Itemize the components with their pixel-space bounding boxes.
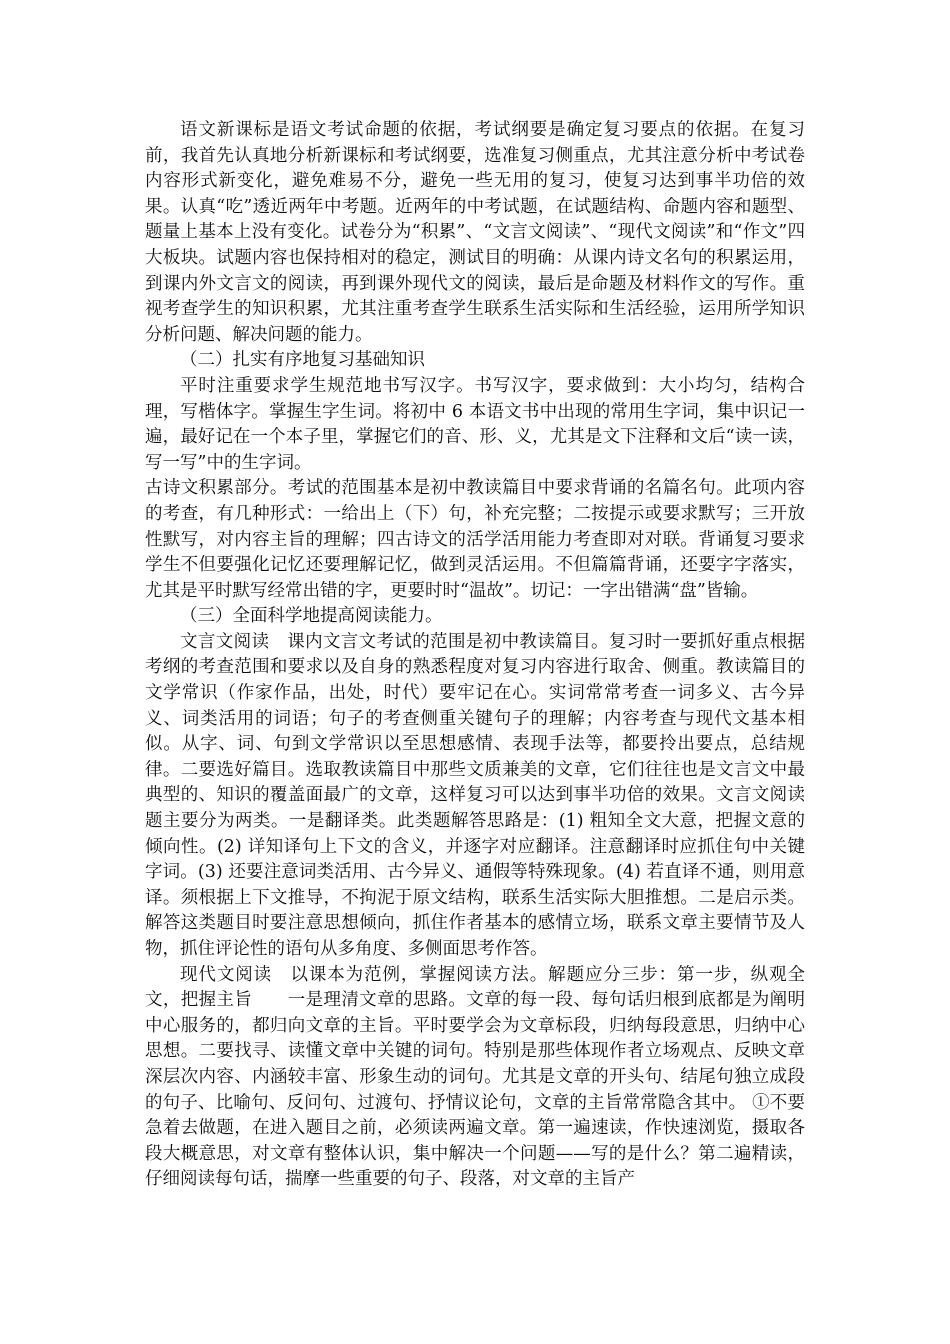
document-page xyxy=(145,118,805,1193)
section-heading-basic-knowledge: （二）扎实有序地复习基础知识 xyxy=(180,350,425,371)
section-heading-reading-ability: （三）全面科学地提高阅读能力。 xyxy=(180,606,443,627)
paragraph-syllabus-analysis: 语文新课标是语文考试命题的依据，考试纲要是确定复习要点的依据。在复习前，我首先认真地分析新课标和考试纲要，选准复习侧重点，尤其注意分析中考试卷内容形式新变化，避免难易不分，避免一些无用的复习，使复习达到事半功倍的效果。认真“吃”透近两年中考题。近两年的中考试题，在试题结构、命题内容和题型、题量上基本上没有变化。试卷分为“积累”、“文言文阅读”、“现代文阅读”和“作文”四大板块。试题内容也保持相对的稳定，测试目的明确：从课内诗文名句的积累运用，到课内外文言文的阅读，再到课外现代文的阅读，最后是命题及材料作文的写作。重视考查学生的知识积累，尤其注重考查学生联系生活实际和生活经验，运用所学知识分析问题、解决问题的能力。 xyxy=(145,120,805,345)
paragraph-modern-reading: 现代文阅读 以课本为范例，掌握阅读方法。解题应分三步：第一步，纵观全文，把握主旨 一是理清文章的思路。文章的每一段、每句话归根到底都是为阐明中心服务的，都归向文章的主旨。平时要学会为文章标段，归纳每段意思，归纳中心思想。二要找寻、读懂文章中关键的词句。特别是那些体现作者立场观点、反映文章深层次内容、内涵较丰富、形象生动的词句。尤其是文章的开头句、结尾句独立成段的句子、比喻句、反问句、过渡句、抒情议论句，文章的主旨常常隐含其中。 ①不要急着去做题，在进入题目之前，必须读两遍文章。第一遍速读，作快速浏览，摄取各段大概意思，对文章有整体认识，集中解决一个问题——写的是什么？第二遍精读，仔细阅读每句话，揣摩一些重要的句子、段落，对文章的主旨产 xyxy=(145,964,805,1190)
paragraph-writing-characters: 平时注重要求学生规范地书写汉字。书写汉字，要求做到：大小均匀，结构合理，写楷体字。掌握生字生词。将初中 6 本语文书中出现的常用生字词，集中识记一遍，最好记在一个本子里，掌握它们的音、形、义，尤其是文下注释和文后“读一读，写一写”中的生字词。 xyxy=(145,375,805,473)
paragraph-classical-reading: 文言文阅读 课内文言文考试的范围是初中教读篇目。复习时一要抓好重点根据考纲的考查范围和要求以及自身的熟悉程度对复习内容进行取舍、侧重。教读篇目的文学常识（作家作品，出处，时代）要牢记在心。实词常常考查一词多义、古今异义、词类活用的词语；句子的考查侧重关键句子的理解；内容考查与现代文基本相似。从字、词、句到文学常识以至思想感情、表现手法等，都要拎出要点，总结规律。二要选好篇目。选取教读篇目中那些文质兼美的文章，它们往往也是文言文中最典型的、知识的覆盖面最广的文章，这样复习可以达到事半功倍的效果。文言文阅读题主要分为两类。一是翻译类。此类题解答思路是：(1) 粗知全文大意，把握文意的倾向性。(2) 详知译句上下文的含义，并逐字对应翻译。注意翻译时应抓住句中关键字词。(3) 还要注意词类活用、古今异义、通假等特殊现象。(4) 若直译不通，则用意译。须根据上下文推导，不拘泥于原文结构，联系生活实际大胆推想。二是启示类。解答这类题目时要注意思想倾向，抓住作者基本的感情立场，联系文章主要情节及人物，抓住评论性的语句从多角度、多侧面思考作答。 xyxy=(145,631,805,959)
paragraph-classical-poetry: 古诗文积累部分。考试的范围基本是初中教读篇目中要求背诵的名篇名句。此项内容的考查，有几种形式：一给出上（下）句，补充完整；二按提示或要求默写；三开放性默写，对内容主旨的理解；四古诗文的活学活用能力考查即对对联。背诵复习要求学生不但要强化记忆还要理解记忆，做到灵活运用。不但篇篇背诵，还要字字落实，尤其是平时默写经常出错的字，更要时时“温故”。切记：一字出错满“盘”皆输。 xyxy=(145,478,805,601)
